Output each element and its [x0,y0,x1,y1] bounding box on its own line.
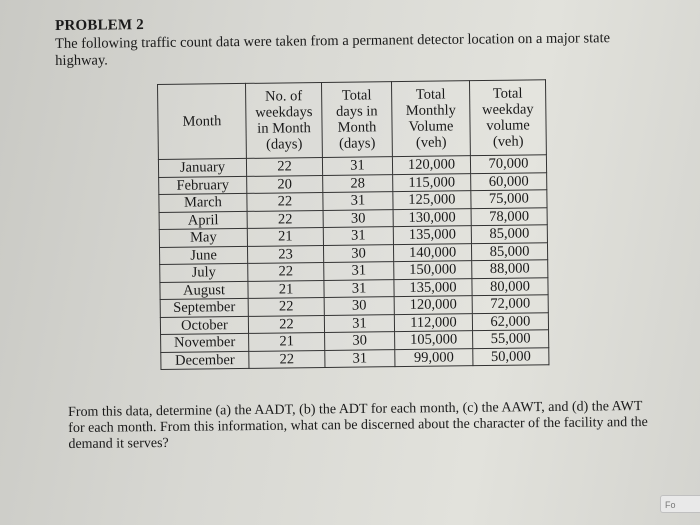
traffic-count-table-wrap [157,79,549,370]
cell-monthly-volume: 135,000 [393,226,471,244]
header-line: Month [337,119,377,136]
table-body [158,155,549,370]
header-line: No. of [265,88,303,105]
cell-weekdays: 22 [248,262,324,280]
header-monthly-volume [391,81,470,157]
cell-monthly-volume: 105,000 [395,331,473,349]
cell-month: January [158,158,246,177]
header-line: weekdays [255,104,313,121]
cell-days: 31 [325,349,395,367]
cell-days: 30 [323,244,393,262]
corner-badge[interactable]: Fo [660,495,700,513]
cell-weekdays: 22 [248,297,324,315]
header-line: (veh) [492,133,524,150]
cell-weekdays: 21 [247,227,323,245]
cell-month: April [159,211,247,230]
cell-month: December [161,351,249,370]
cell-monthly-volume: 140,000 [393,243,471,261]
cell-month: November [161,333,249,352]
header-weekday-volume [469,80,546,156]
header-line: (days) [339,135,376,152]
cell-days: 31 [324,314,394,332]
problem-title: PROBLEM 2 [55,17,145,34]
cell-weekdays: 22 [247,192,323,210]
cell-monthly-volume: 125,000 [393,191,471,209]
problem-intro: The following traffic count data were taken from a permanent detector location on a major state highway. [55,30,611,69]
header-line: Month [182,113,222,130]
cell-weekdays: 22 [249,350,325,368]
cell-month: March [159,193,247,212]
cell-weekday-volume: 72,000 [472,295,548,313]
header-days-in-month [321,82,392,158]
header-line: weekday [481,101,534,119]
header-line: Total [492,85,523,102]
header-line: Volume [408,118,454,135]
cell-month: February [159,176,247,195]
cell-weekdays: 21 [248,280,324,298]
cell-weekday-volume: 60,000 [471,172,547,190]
cell-days: 28 [323,174,393,192]
cell-monthly-volume: 135,000 [394,278,472,296]
cell-weekdays: 22 [246,157,322,175]
cell-weekday-volume: 75,000 [471,190,547,208]
cell-month: June [159,246,247,265]
cell-days: 31 [324,262,394,280]
cell-weekday-volume: 80,000 [472,277,548,295]
cell-month: May [159,228,247,247]
cell-monthly-volume: 120,000 [392,156,470,174]
cell-weekday-volume: 78,000 [471,207,547,225]
header-line: Total [341,87,372,104]
cell-month: October [160,316,248,335]
header-line: days in [336,103,378,120]
cell-days: 31 [324,279,394,297]
cell-month: September [160,298,248,317]
cell-days: 31 [323,192,393,210]
header-weekdays-in-month [245,82,322,158]
cell-month: August [160,281,248,300]
header-month [158,83,247,159]
cell-weekday-volume: 70,000 [470,155,546,173]
problem-question: From this data, determine (a) the AADT, (b) the ADT for each month, (c) the AAWT, and (d) the AWT for each month. From this information, what can be discerned about the character of the facility and the demand it serves? [68,398,648,452]
cell-month: July [160,263,248,282]
cell-weekday-volume: 62,000 [472,312,548,330]
cell-weekdays: 20 [247,175,323,193]
cell-monthly-volume: 130,000 [393,208,471,226]
cell-weekdays: 22 [247,210,323,228]
cell-days: 30 [324,297,394,315]
traffic-count-table [157,79,549,370]
cell-monthly-volume: 99,000 [395,348,473,366]
cell-weekdays: 23 [247,245,323,263]
cell-monthly-volume: 120,000 [394,296,472,314]
cell-days: 30 [325,332,395,350]
cell-monthly-volume: 112,000 [394,313,472,331]
cell-days: 31 [323,227,393,245]
cell-days: 30 [323,209,393,227]
cell-weekdays: 21 [249,332,325,350]
header-line: (days) [266,136,303,153]
header-line: in Month [257,120,311,137]
cell-weekday-volume: 50,000 [473,347,549,365]
header-line: volume [486,117,530,134]
cell-weekday-volume: 85,000 [471,225,547,243]
cell-days: 31 [322,157,392,175]
cell-weekday-volume: 88,000 [472,260,548,278]
cell-weekday-volume: 55,000 [473,330,549,348]
cell-weekdays: 22 [248,315,324,333]
header-line: Monthly [405,102,456,119]
header-line: (veh) [415,134,447,151]
table-header-row [158,80,547,160]
cell-monthly-volume: 150,000 [394,261,472,279]
cell-monthly-volume: 115,000 [393,173,471,191]
header-line: Total [415,86,446,103]
cell-weekday-volume: 85,000 [471,242,547,260]
